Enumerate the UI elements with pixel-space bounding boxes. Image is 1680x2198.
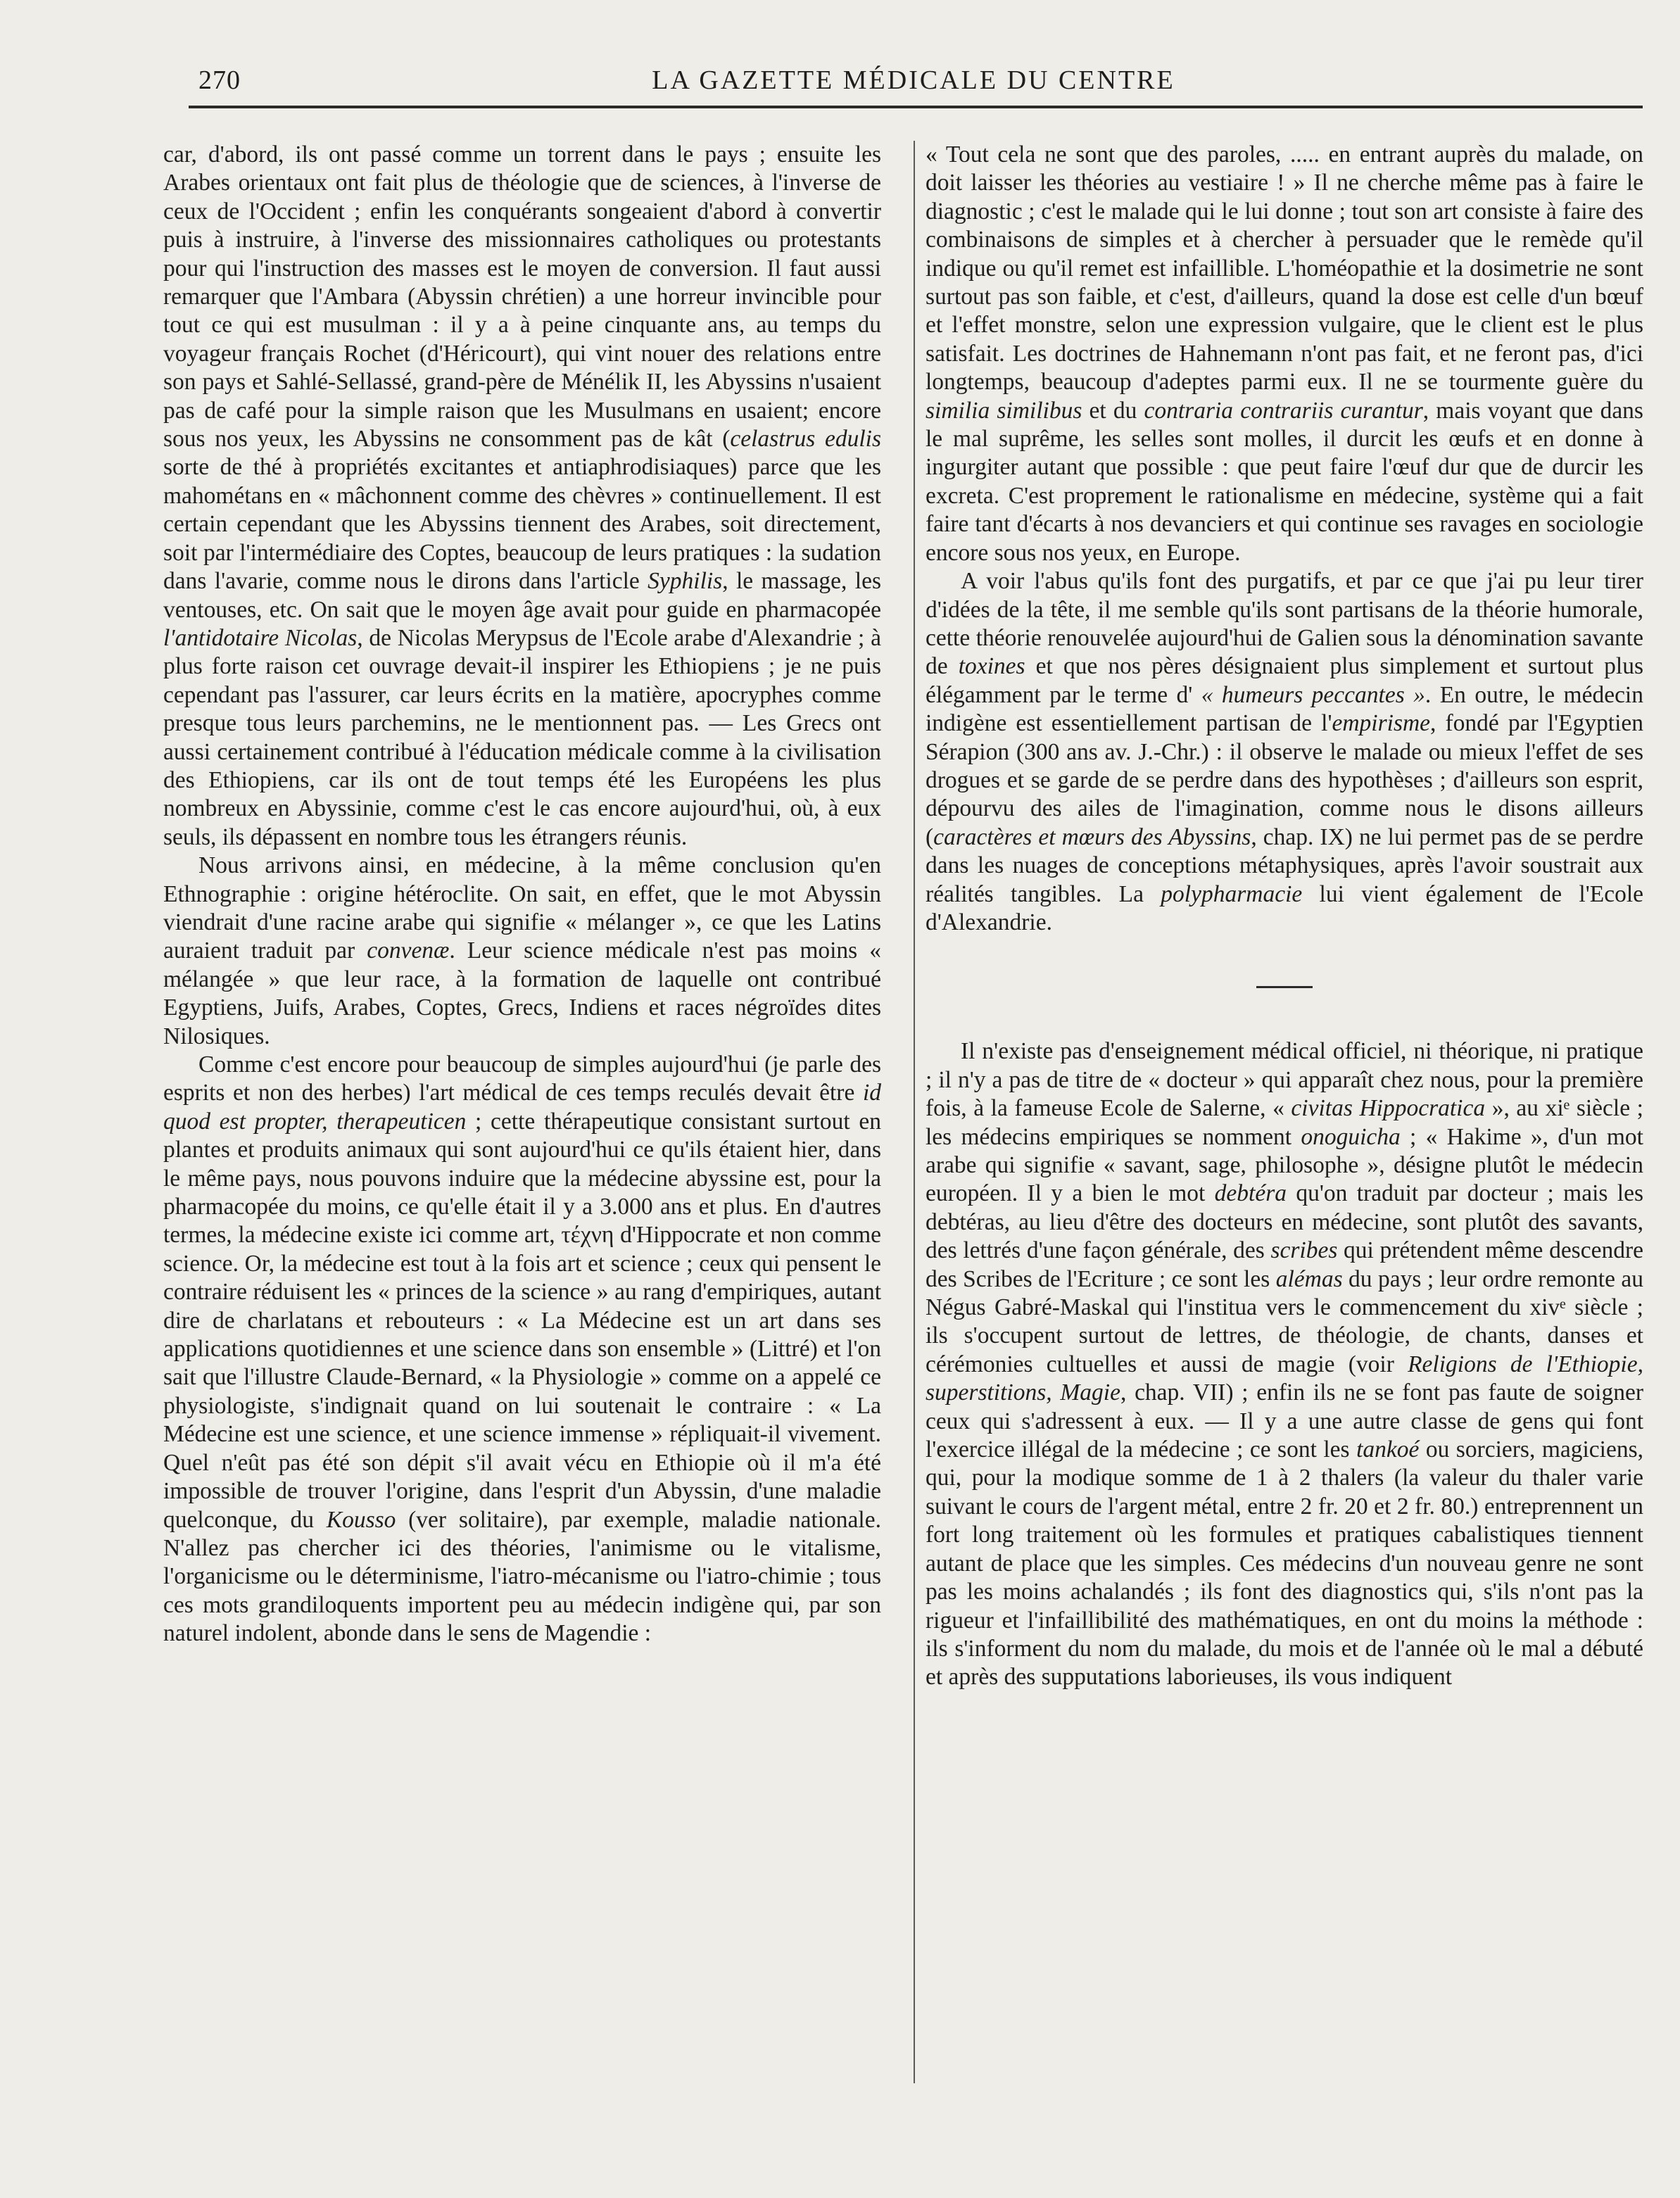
text-run: », au xiᵉ siècle ; les médecins empiriques se nomment bbox=[926, 1095, 1643, 1150]
italic-run: alémas bbox=[1275, 1265, 1343, 1292]
text-run: sorte de thé à propriétés excitantes et antiaphrodisiaques) parce que les mahométans en « mâchonnent comme des chèvres » continuellement. Il est certain cependant que les Abyssins tiennent des Arabes, soit directement, soit par l'intermédiaire des Coptes, beaucoup de leurs pratiques : la sudation dans l'avarie, comme nous le dirons dans l'article bbox=[163, 454, 881, 595]
italic-run: caractères et mœurs des Abyssins bbox=[933, 823, 1251, 850]
text-run: car, d'abord, ils ont passé comme un torrent dans le pays ; ensuite les Arabes orientaux ont fait plus de théologie que de sciences, à l'inverse de ceux de l'Occident ; enfin les conquérants songeaient d'abord à convertir puis à instruire, à l'inverse des missionnaires catholiques ou protestants pour qui l'instruction des masses est le moyen de conversion. Il faut aussi remarquer que l'Ambara (Abyssin chrétien) a une horreur invincible pour tout ce qui est musulman : il y a à peine cinquante ans, au temps du voyageur français Rochet (d'Héricourt), qui vint nouer des relations entre son pays et Sahlé-Sellassé, grand-père de Ménélik II, les Abyssins n'usaient pas de café pour la simple raison que les Musulmans en usaient; encore sous nos yeux, les Abyssins ne consomment pas de kât ( bbox=[163, 141, 881, 453]
text-run: ; « Hakime », d'un mot arabe qui signifie « savant, sage, philosophe », désigne plutôt le médecin européen. Il y a bien le mot bbox=[926, 1123, 1643, 1207]
italic-run: l'antidotaire Nicolas bbox=[163, 624, 358, 651]
text-run: et du bbox=[1082, 397, 1144, 424]
running-title: LA GAZETTE MÉDICALE DU CENTRE bbox=[652, 65, 1175, 95]
italic-run: empirisme bbox=[1332, 710, 1431, 737]
text-run: . Leur science médicale n'est pas moins « mélangée » que leur race, à la formation de laquelle ont contribué Egyptiens, Juifs, Arabes, Coptes, Grecs, Indiens et races négroïdes dites Nilosiques. bbox=[163, 937, 882, 1049]
text-run: A voir l'abus qu'ils font des purgatifs, et par ce que j'ai pu leur tirer d'idées de la tête, il me semble qu'ils sont partisans de la théorie humorale, cette théorie renouvelée aujourd'hui de Galien sous la dénomination savante de bbox=[926, 568, 1643, 680]
italic-run: toxines bbox=[958, 653, 1025, 680]
italic-run: Kousso bbox=[326, 1506, 396, 1533]
paragraph bbox=[163, 141, 881, 852]
text-run: qui prétendent même descendre des Scribes de l'Ecriture ; ce sont les bbox=[926, 1237, 1643, 1292]
left-column bbox=[163, 141, 881, 2097]
italic-run: civitas Hippocratica bbox=[1291, 1095, 1486, 1122]
italic-run: onoguicha bbox=[1301, 1123, 1401, 1150]
paragraph bbox=[926, 1037, 1643, 1691]
text-run: (ver solitaire), par exemple, maladie nationale. N'allez pas chercher ici des théories, l'animisme ou le vitalisme, l'organicisme ou le déterminisme, l'iatro-mécanisme ou l'iatro-chimie ; tous ces mots grandiloquents importent peu au médecin indigène qui, par son naturel indolent, abonde dans le sens de Magendie : bbox=[163, 1506, 881, 1647]
paragraph bbox=[926, 141, 1643, 567]
italic-run: convenæ bbox=[367, 937, 450, 964]
italic-run: contraria contrariis curantur bbox=[1144, 397, 1423, 424]
text-run: , mais voyant que dans le mal suprême, les selles sont molles, il durcit les œufs et en donne à ingurgiter autant que possible : que peut faire l'œuf dur que de durcir les excreta. C'est proprement le rationalisme en médecine, système qui a fait faire tant d'écarts à nos devanciers et qui continue ses ravages en sociologie encore sous nos yeux, en Europe. bbox=[926, 397, 1643, 566]
italic-run: id quod est propter, therapeuticen bbox=[163, 1080, 881, 1135]
text-run: « Tout cela ne sont que des paroles, ..... en entrant auprès du malade, on doit laisser les théories au vestiaire ! » Il ne cherche même pas à faire le diagnostic ; c'est le malade qui le lui donne ; tout son art consiste à faire des combinaisons de simples et à chercher à persuader que le remède qu'il indique ou qu'il remet est infaillible. L'homéopathie et la dosimetrie ne sont surtout pas son faible, et c'est, d'ailleurs, quand la dose est celle d'un bœuf et l'effet monstre, selon une expression vulgaire, que le client est le plus satisfait. Les doctrines de Hahnemann n'ont pas fait, et ne feront pas, d'ici longtemps, beaucoup d'adeptes parmi eux. Il ne se tourmente guère du bbox=[926, 141, 1643, 396]
column-divider bbox=[914, 141, 915, 2083]
text-run: qu'on traduit par docteur ; mais les debtéras, au lieu d'être des docteurs en médecine, sont plutôt des savants, des lettrés d'une façon générale, des bbox=[926, 1180, 1643, 1264]
page-header bbox=[189, 65, 1638, 107]
text-run: , chap. VII) ; enfin ils ne se font pas faute de soigner ceux qui s'adressent à eux. — Il y a une autre classe de gens qui font l'exercice illégal de la médecine ; ce sont les bbox=[926, 1379, 1644, 1463]
paragraph bbox=[163, 1051, 881, 1648]
text-run: , le massage, les ventouses, etc. On sait que le moyen âge avait pour guide en pharmacopée bbox=[163, 568, 881, 623]
italic-run: « humeurs peccantes » bbox=[1201, 681, 1425, 708]
text-run: et que nos pères désignaient plus simplement et surtout plus élégamment par le terme d' bbox=[926, 653, 1643, 708]
text-run: d'Hippocrate et non comme science. Or, la médecine est tout à la fois art et science ; ceux qui pensent le contraire réduisent les « princes de la science » au rang d'empiriques, autant dire de charlatans et rebouteurs : « La Médecine est un art dans ses applications quotidiennes et une science dans son ensemble » (Littré) et l'on sait que l'illustre Claude-Bernard, « la Physiologie » comme on a appelé ce physiologiste, s'indignait quand on lui soutenait le contraire : « La Médecine est une science, et une science immense » répliquait-il vivement. Quel n'eût pas été son dépit s'il avait vécu en Ethiopie où il m'a été impossible de trouver l'origine, dans l'esprit d'un Abyssin, d'une maladie quelconque, du bbox=[163, 1222, 881, 1533]
text-run: , chap. IX) ne lui permet pas de se perdre dans les nuages de conceptions métaphysiques, après l'avoir soustrait aux réalités tangibles. La bbox=[926, 823, 1643, 907]
italic-run: scribes bbox=[1270, 1237, 1338, 1264]
italic-run: tankoé bbox=[1356, 1436, 1420, 1463]
italic-run: polypharmacie bbox=[1161, 880, 1303, 907]
header-rule bbox=[189, 106, 1643, 108]
text-run: ; cette thérapeutique consistant surtout en plantes et produits animaux qui sont aujourd'hui ce qu'ils étaient hier, dans le même pays, nous pouvons induire que la médecine abyssine est, pour la pharmacopée du moins, ce qu'elle était il y a 3.000 ans et plus. En d'autres termes, la médecine existe ici comme art, bbox=[163, 1108, 881, 1249]
text-run: , fondé par l'Egyptien Sérapion (300 ans av. J.-Chr.) : il observe le malade ou mieux l'effet de ses drogues et se garde de se perdre dans des hypothèses ; d'ailleurs son esprit, dépourvu des ailes de l'imagination, comme nous le disons ailleurs ( bbox=[926, 710, 1643, 850]
text-run: du pays ; leur ordre remonte au Négus Gabré-Maskal qui l'institua vers le commencement du xivᵉ siècle ; ils s'occupent surtout de lettres, de théologie, de chants, danses et cérémonies cultuelles et aussi de magie (voir bbox=[926, 1265, 1644, 1377]
text-run: Nous arrivons ainsi, en médecine, à la même conclusion qu'en Ethnographie : origine hétéroclite. On sait, en effet, que le mot Abyssin viendrait d'une racine arabe qui signifie « mélanger », ce que les Latins auraient traduit par bbox=[163, 852, 881, 964]
text-run: Comme c'est encore pour beaucoup de simples aujourd'hui (je parle des esprits et non des herbes) l'art médical de ces temps reculés devait être bbox=[163, 1051, 881, 1106]
text-run: , de Nicolas Merypsus de l'Ecole arabe d'Alexandrie ; à plus forte raison cet ouvrage devait-il inspirer les Ethiopiens ; je ne puis cependant pas l'assurer, car leurs écrits en la matière, apocryphes comme presque tous leurs parchemins, ne le mentionnent pas. — Les Grecs ont aussi certainement contribué à l'éducation médicale comme à la civilisation des Ethiopiens, car ils ont de tout temps été les Européens les plus nombreux en Abyssinie, comme c'est le cas encore aujourd'hui, où, à eux seuls, ils dépassent en nombre tous les étrangers réunis. bbox=[163, 624, 881, 850]
italic-run: similia similibus bbox=[926, 397, 1082, 424]
text-run: Il n'existe pas d'enseignement médical officiel, ni théorique, ni pratique ; il n'y a pas de titre de « docteur » qui apparaît chez nous, pour la première fois, à la fameuse Ecole de Salerne, « bbox=[926, 1038, 1643, 1122]
italic-run: Syphilis bbox=[648, 568, 723, 595]
italic-run: debtéra bbox=[1214, 1180, 1287, 1207]
italic-run: celastrus edulis bbox=[730, 426, 881, 453]
section-separator bbox=[1256, 986, 1313, 988]
page-number: 270 bbox=[198, 65, 241, 95]
paragraph bbox=[163, 852, 881, 1051]
right-column bbox=[926, 141, 1643, 2097]
text-run: lui vient également de l'Ecole d'Alexandrie. bbox=[926, 880, 1643, 935]
paragraph bbox=[926, 567, 1643, 937]
text-run: . En outre, le médecin indigène est essentiellement partisan de l' bbox=[926, 681, 1643, 737]
text-run: ou sorciers, magiciens, qui, pour la modique somme de 1 à 2 thalers (la valeur du thaler varie suivant le cours de l'argent métal, entre 2 fr. 20 et 2 fr. 80.) entreprennent un fort long traitement où les formules et pratiques cabalistiques tiennent autant de place que les simples. Ces médecins d'un nouveau genre ne sont pas les moins achalandés ; ils font des diagnostics qui, s'ils n'ont pas la rigueur et l'infaillibilité des mathématiques, en ont du moins la méthode : ils s'informent du nom du malade, du mois et de l'année où le mal a débuté et après des supputations laborieuses, ils vous indiquent bbox=[926, 1436, 1644, 1691]
greek-word: τέχνη bbox=[561, 1222, 614, 1249]
italic-run: Religions de l'Ethiopie, superstitions, Magie bbox=[926, 1351, 1643, 1406]
